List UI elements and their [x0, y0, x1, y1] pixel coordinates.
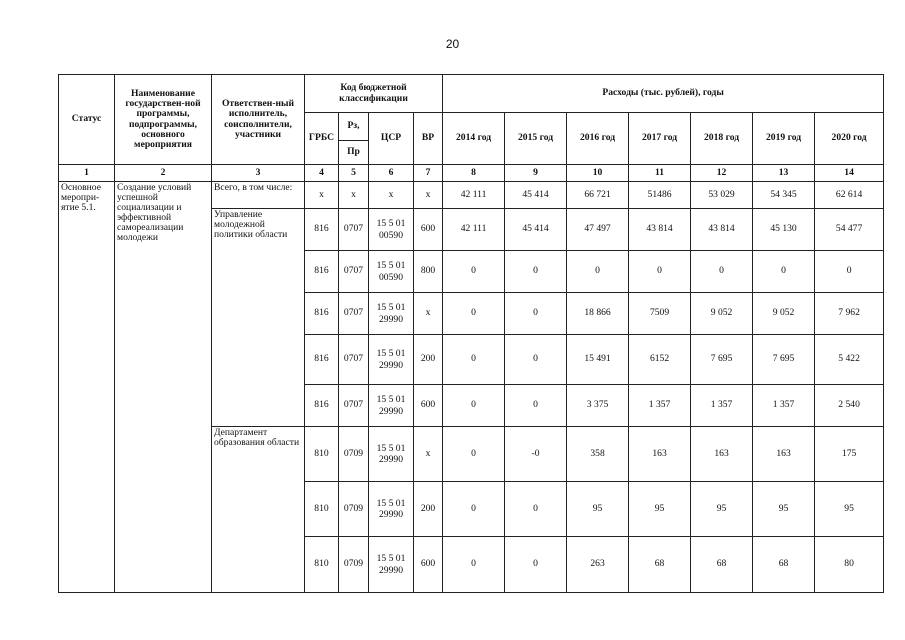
header-expenses: Расходы (тыс. рублей), годы [443, 75, 884, 113]
column-numbers-row [59, 165, 884, 182]
value-cell: 0 [505, 293, 567, 335]
csr-code-part: 15 5 01 [376, 497, 406, 509]
page-number: 20 [445, 37, 460, 51]
value-cell: 0 [629, 251, 691, 293]
value-cell: 54 477 [815, 209, 884, 251]
value-cell: 5 422 [815, 335, 884, 385]
header-year: 2019 год [753, 113, 815, 165]
csr-cell [369, 482, 414, 537]
grbs-cell: 810 [305, 427, 339, 482]
value-cell: 3 375 [567, 385, 629, 427]
value-cell: 54 345 [753, 182, 815, 209]
header-rz: Рз, [339, 113, 369, 141]
value-cell: 0 [505, 537, 567, 593]
header-year: 2017 год [629, 113, 691, 165]
col-num: 7 [414, 165, 443, 182]
vr-cell: 200 [414, 482, 443, 537]
vr-cell: х [414, 427, 443, 482]
rzpr-cell: 0709 [339, 427, 369, 482]
value-cell: 0 [567, 251, 629, 293]
rzpr-cell: 0707 [339, 209, 369, 251]
value-cell: 62 614 [815, 182, 884, 209]
vr-cell: 200 [414, 335, 443, 385]
value-cell: 95 [753, 482, 815, 537]
header-vr: ВР [414, 113, 443, 165]
csr-cell: х [369, 182, 414, 209]
grbs-cell: 816 [305, 209, 339, 251]
rzpr-cell: 0707 [339, 335, 369, 385]
value-cell: 95 [629, 482, 691, 537]
status-cell: Основное меропри-ятие 5.1. [59, 182, 115, 593]
value-cell: 2 540 [815, 385, 884, 427]
value-cell: 7 695 [753, 335, 815, 385]
col-num: 5 [339, 165, 369, 182]
csr-cell [369, 385, 414, 427]
rzpr-cell: 0707 [339, 293, 369, 335]
col-num: 11 [629, 165, 691, 182]
value-cell: 7 962 [815, 293, 884, 335]
header-year: 2016 год [567, 113, 629, 165]
header-budget-code: Код бюджетной классификации [305, 75, 443, 113]
value-cell: 53 029 [691, 182, 753, 209]
csr-code-part: 15 5 01 [376, 553, 406, 565]
value-cell: 68 [691, 537, 753, 593]
value-cell: 15 491 [567, 335, 629, 385]
csr-code-part: 29990 [379, 564, 403, 576]
header-pr: Пр [339, 141, 369, 165]
csr-code-part: 15 5 01 [376, 442, 406, 454]
rzpr-cell: 0709 [339, 537, 369, 593]
header-year: 2018 год [691, 113, 753, 165]
value-cell: 9 052 [753, 293, 815, 335]
value-cell: 0 [815, 251, 884, 293]
vr-cell: 600 [414, 385, 443, 427]
col-num: 6 [369, 165, 414, 182]
table-row-total [59, 182, 884, 209]
vr-cell: 800 [414, 251, 443, 293]
csr-code-part: 29990 [379, 313, 403, 325]
value-cell: 1 357 [629, 385, 691, 427]
value-cell: 43 814 [691, 209, 753, 251]
value-cell: 45 414 [505, 209, 567, 251]
value-cell: 358 [567, 427, 629, 482]
value-cell: 0 [443, 385, 505, 427]
col-num: 1 [59, 165, 115, 182]
csr-cell [369, 209, 414, 251]
value-cell: 95 [567, 482, 629, 537]
grbs-cell: х [305, 182, 339, 209]
value-cell: 43 814 [629, 209, 691, 251]
value-cell: 66 721 [567, 182, 629, 209]
value-cell: 0 [443, 482, 505, 537]
value-cell: 0 [443, 537, 505, 593]
value-cell: 0 [505, 335, 567, 385]
measure-name-cell: Создание условий успешной социализации и эффективной самореализации молодежи [115, 182, 212, 593]
csr-code-part: 15 5 01 [376, 218, 406, 230]
value-cell: 1 357 [691, 385, 753, 427]
col-num: 14 [815, 165, 884, 182]
value-cell: 163 [629, 427, 691, 482]
value-cell: 6152 [629, 335, 691, 385]
col-num: 2 [115, 165, 212, 182]
csr-cell [369, 427, 414, 482]
vr-cell: 600 [414, 209, 443, 251]
csr-cell [369, 537, 414, 593]
grbs-cell: 816 [305, 335, 339, 385]
total-label: Всего, в том числе: [212, 182, 305, 209]
value-cell: 175 [815, 427, 884, 482]
header-year: 2015 год [505, 113, 567, 165]
csr-cell [369, 335, 414, 385]
value-cell: 45 130 [753, 209, 815, 251]
value-cell: 7509 [629, 293, 691, 335]
value-cell: 0 [443, 293, 505, 335]
header-status: Статус [59, 75, 115, 165]
value-cell: 163 [753, 427, 815, 482]
csr-code-part: 15 5 01 [376, 302, 406, 314]
value-cell: 95 [815, 482, 884, 537]
csr-code-part: 29990 [379, 405, 403, 417]
value-cell: -0 [505, 427, 567, 482]
grbs-cell: 810 [305, 482, 339, 537]
col-num: 4 [305, 165, 339, 182]
value-cell: 0 [443, 427, 505, 482]
col-num: 10 [567, 165, 629, 182]
csr-code-part: 29990 [379, 359, 403, 371]
executor-cell: Департамент образования области [212, 427, 305, 593]
vr-cell: х [414, 182, 443, 209]
value-cell: 0 [505, 385, 567, 427]
value-cell: 95 [691, 482, 753, 537]
grbs-cell: 810 [305, 537, 339, 593]
vr-cell: 600 [414, 537, 443, 593]
executor-cell: Управление молодежной политики области [212, 209, 305, 427]
value-cell: 0 [505, 482, 567, 537]
header-name: Наименование государствен-ной программы, подпрограммы, основного мероприятия [115, 75, 212, 165]
value-cell: 1 357 [753, 385, 815, 427]
csr-code-part: 29990 [379, 454, 403, 465]
rzpr-cell: 0707 [339, 385, 369, 427]
csr-cell [369, 293, 414, 335]
grbs-cell: 816 [305, 385, 339, 427]
grbs-cell: 816 [305, 251, 339, 293]
value-cell: 68 [753, 537, 815, 593]
header-year: 2020 год [815, 113, 884, 165]
value-cell: 0 [443, 335, 505, 385]
value-cell: 0 [443, 251, 505, 293]
value-cell: 0 [753, 251, 815, 293]
col-num: 12 [691, 165, 753, 182]
rzpr-cell: 0709 [339, 482, 369, 537]
value-cell: 163 [691, 427, 753, 482]
value-cell: 18 866 [567, 293, 629, 335]
grbs-cell: 816 [305, 293, 339, 335]
header-responsible: Ответствен-ный исполнитель, соисполнители, участники [212, 75, 305, 165]
rzpr-cell: х [339, 182, 369, 209]
rzpr-cell: 0707 [339, 251, 369, 293]
value-cell: 7 695 [691, 335, 753, 385]
value-cell: 47 497 [567, 209, 629, 251]
value-cell: 0 [505, 251, 567, 293]
value-cell: 68 [629, 537, 691, 593]
value-cell: 42 111 [443, 209, 505, 251]
csr-code-part: 15 5 01 [376, 394, 406, 406]
csr-code-part: 00590 [379, 271, 403, 283]
col-num: 8 [443, 165, 505, 182]
csr-code-part: 29990 [379, 509, 403, 520]
value-cell: 263 [567, 537, 629, 593]
col-num: 3 [212, 165, 305, 182]
value-cell: 42 111 [443, 182, 505, 209]
csr-cell [369, 251, 414, 293]
value-cell: 51486 [629, 182, 691, 209]
value-cell: 45 414 [505, 182, 567, 209]
vr-cell: х [414, 293, 443, 335]
header-csr: ЦСР [369, 113, 414, 165]
header-grbs: ГРБС [305, 113, 339, 165]
budget-table [58, 74, 884, 593]
col-num: 13 [753, 165, 815, 182]
value-cell: 80 [815, 537, 884, 593]
col-num: 9 [505, 165, 567, 182]
value-cell: 9 052 [691, 293, 753, 335]
csr-code-part: 00590 [379, 229, 403, 241]
csr-code-part: 15 5 01 [376, 348, 406, 360]
header-year: 2014 год [443, 113, 505, 165]
csr-code-part: 15 5 01 [376, 260, 406, 272]
value-cell: 0 [691, 251, 753, 293]
